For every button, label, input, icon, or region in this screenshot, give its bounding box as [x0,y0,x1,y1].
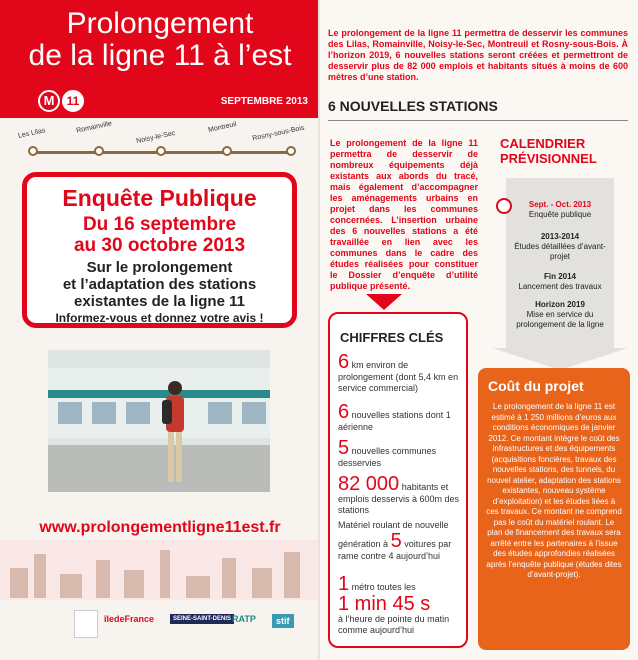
public-inquiry-box [22,172,297,328]
skyline-building [186,576,210,598]
key-figure [338,352,464,394]
figure-text: nouvelles stations dont 1 aérienne [338,410,451,432]
calendar-label: Lancement des travaux [518,282,602,291]
key-figure [338,520,464,562]
key-figure [338,574,464,636]
inquiry-call-to-action: Informez-vous et donnez votre avis ! [55,311,264,325]
skyline-building [96,560,110,598]
metro-line-logo [38,90,86,112]
skyline-building [222,558,236,598]
metro-m-icon: M [38,90,60,112]
skyline-building [34,554,46,598]
key-figure [338,402,464,433]
republique-francaise-logo [74,610,98,638]
calendar-period: 2013-2014 [540,232,580,241]
publication-date: SEPTEMBRE 2013 [220,96,308,107]
skyline-building [124,570,144,598]
cost-paragraph: Le prolongement de la ligne 11 est estimé à 1 250 millions d’euros aux conditions économiques de janvier 2012. Ce montant intègre le coût des infrastructures et des équipements (acquisitions foncières, travaux des nouvelles stations, des tunnels, du nouvel atelier, adaptation des stations existantes, nouveau système d’exploitation) et les études liées à ces travaux. Ce montant ne comprend pas le coût du matériel roulant. Le plan de financement des travaux sera arrêté entre les partenaires à l’issue des études approfondies réalisées après l’enquête publique (études dites d’avant-projet). [486,402,622,579]
figure-text: km environ de prolongement (dont 5,4 km en service commercial) [338,360,459,393]
station-marker [222,146,232,156]
seine-saint-denis-logo: SEINE-SAINT-DENIS [170,614,234,624]
train-window [208,402,232,424]
station-label: Montreuil [207,121,238,134]
calendar-period: Sept. - Oct. 2013 [528,200,592,209]
provisional-calendar [492,134,628,366]
figure-text: Matériel roulant de nouvelle génération à [338,520,449,549]
arrow-down-icon [366,294,402,310]
inquiry-subject-line2: et l’adaptation des stations [62,276,257,293]
inquiry-title: Enquête Publique [62,185,257,211]
project-website-link[interactable]: www.prolongementligne11est.fr [39,519,281,536]
intro-paragraph: Le prolongement de la ligne 11 permettra de desservir les communes des Lilas, Romainville, Noisy-le-Sec, Montreuil et Rosny-sous-Bois. À l’horizon 2019, 6 nouvelles stations seront créées et permettront de desservir plus de 82 000 emplois et habitants situés à moins de 600 mètres d’une station. [328,28,628,82]
calendar-item [506,272,614,292]
inquiry-dates-end: au 30 octobre 2013 [73,235,246,256]
inquiry-dates-start: Du 16 septembre [82,214,237,235]
calendar-label: Études détaillées d’avant-projet [514,242,606,261]
calendar-item [506,232,614,262]
line-number-badge: 11 [62,90,84,112]
station-label: Romainville [75,120,113,135]
calendar-title: CALENDRIER PRÉVISIONNEL [500,136,597,166]
key-figures-box [328,312,468,648]
cover-title-line1: Prolongement [66,7,254,40]
calendar-item [506,200,614,220]
key-figures-title: CHIFFRES CLÉS [340,330,444,345]
cover-header [0,0,320,118]
inquiry-subject-line1: Sur le prolongement [86,259,233,276]
train-window [242,402,266,424]
iledefrance-logo: îledeFrance [104,614,155,624]
skyline-building [160,550,170,598]
inquiry-subject [27,259,292,310]
line-map [16,120,306,170]
passenger-figure [160,378,190,488]
station-marker [28,146,38,156]
train-window [126,402,150,424]
station-marker [286,146,296,156]
figure-number: 5 [338,437,350,459]
cost-title: Coût du projet [488,378,584,394]
figure-number: 82 000 [338,473,400,495]
figure-number: 5 [390,530,402,552]
key-figure [338,474,464,516]
calendar-label: Enquête publique [528,210,592,219]
calendar-period: Horizon 2019 [535,300,585,309]
stif-logo: stif [272,614,294,628]
station-label: Rosny-sous-Bois [251,124,306,143]
platform-floor [48,445,270,492]
skyline-building [252,568,272,598]
calendar-label: Mise en service du prolongement de la ligne [516,310,604,329]
station-label: Les Lilas [17,127,47,140]
skyline-building [284,552,300,598]
figure-number: 1 [338,573,350,595]
ratp-logo: RATP [232,614,256,624]
stations-paragraph: Le prolongement de la ligne 11 permettra de desservir de nombreux équipements déjà existants aux abords du tracé, mais également d’accompagner les aménagements urbains en projet dans les communes concernées. L’insertion urbaine des 6 nouvelles stations a été travaillée en lien avec les communes dans le cadre des études réalisées pour constituer le Dossier d’enquête d’utilité publique présenté. [330,138,478,291]
info-panel [320,0,638,660]
calendar-period: Fin 2014 [543,272,576,281]
figure-number: 6 [338,351,350,373]
station-label: Noisy-le-Sec [135,129,176,146]
station-marker [156,146,166,156]
figure-text: à l’heure de pointe du matin comme aujourd’hui [338,614,450,635]
figure-text: habitants et emplois desservis à 600m des stations [338,482,460,515]
calendar-item [506,300,614,330]
inquiry-subject-line3: existantes de la ligne 11 [74,293,245,310]
skyline-building [10,568,28,598]
figure-number: 6 [338,401,350,423]
cover-title-line2: de la ligne 11 à l’est [28,39,292,72]
partner-logos [0,600,320,660]
figure-text: nouvelles communes desservies [338,446,437,468]
skyline-building [60,574,82,598]
figure-text: métro toutes les [351,582,416,592]
train-window [92,402,116,424]
section-divider [328,120,628,121]
project-cost-box [478,368,630,650]
key-figure [338,438,464,469]
train-stripe [48,390,270,398]
figure-number: 1 min 45 s [338,593,431,615]
train-window [58,402,82,424]
figure-text: voitures par rame contre 4 aujourd’hui [338,539,452,561]
section-title: 6 NOUVELLES STATIONS [328,98,498,114]
calendar-arrow-tip [492,348,628,370]
station-marker [94,146,104,156]
platform-photo [48,350,270,492]
